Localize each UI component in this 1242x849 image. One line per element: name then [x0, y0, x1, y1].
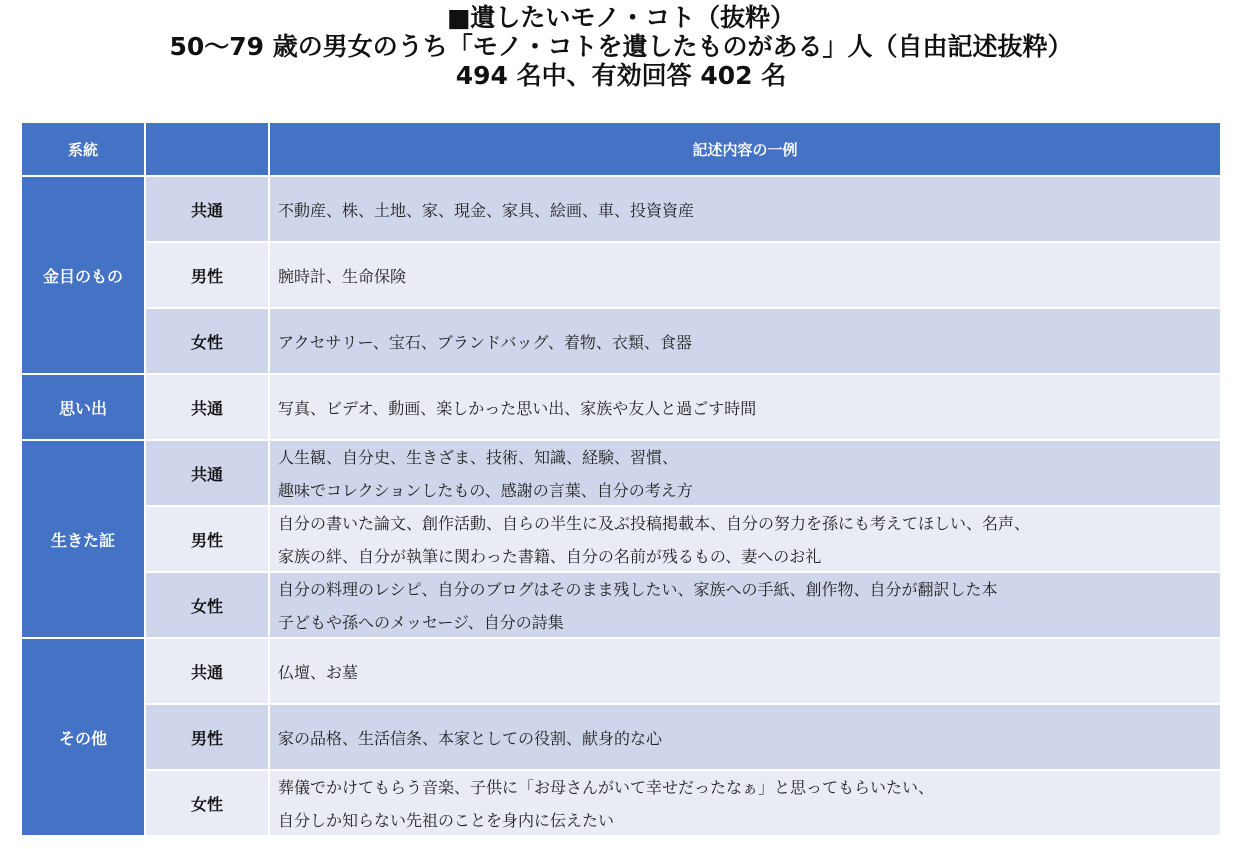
subgroup-cell: 男性 [145, 242, 269, 308]
table-body [21, 176, 1221, 836]
header-content: 記述内容の一例 [269, 122, 1221, 176]
content-line: 子どもや孫へのメッセージ、自分の詩集 [278, 613, 564, 632]
header-subgroup [145, 122, 269, 176]
content-line: 不動産、株、土地、家、現金、家具、絵画、車、投資資産 [278, 200, 695, 220]
table-row [21, 308, 1221, 374]
subgroup-cell: 女性 [145, 770, 269, 836]
subgroup-cell: 共通 [145, 440, 269, 506]
table-header [21, 122, 1221, 176]
content-line: 人生観、自分史、生きざま、技術、知識、経験、習慣、 [278, 448, 679, 467]
table-row [21, 176, 1221, 242]
page-title: ■遺したいモノ・コト（抜粋） [446, 3, 796, 32]
table-row [21, 704, 1221, 770]
header-category: 系統 [21, 122, 145, 176]
subgroup-cell: 共通 [145, 638, 269, 704]
title-block [0, 0, 1242, 118]
content-cell [269, 638, 1221, 704]
content-line: 腕時計、生命保険 [278, 266, 407, 286]
content-line: アクセサリー、宝石、ブランドバッグ、着物、衣類、食器 [278, 332, 692, 352]
subgroup-cell: 共通 [145, 176, 269, 242]
content-line: 自分の書いた論文、創作活動、自らの半生に及ぶ投稿掲載本、自分の努力を孫にも考えてほしい、名声、 [278, 514, 1031, 533]
content-cell [269, 572, 1221, 638]
content-cell [269, 374, 1221, 440]
subgroup-cell: 男性 [145, 704, 269, 770]
table-row [21, 506, 1221, 572]
table-row [21, 572, 1221, 638]
content-cell [269, 440, 1221, 506]
content-line: 家の品格、生活信条、本家としての役割、献身的な心 [278, 728, 663, 748]
content-cell [269, 176, 1221, 242]
content-line: 趣味でコレクションしたもの、感謝の言葉、自分の考え方 [278, 481, 693, 500]
category-cell: その他 [21, 638, 145, 836]
table-row [21, 770, 1221, 836]
legacy-items-table [20, 121, 1222, 837]
category-cell: 思い出 [21, 374, 145, 440]
page-subtitle: 50～79 歳の男女のうち「モノ・コトを遺したものがある」人（自由記述抜粋） [169, 32, 1073, 61]
table-row [21, 440, 1221, 506]
content-line: 写真、ビデオ、動画、楽しかった思い出、家族や友人と過ごす時間 [278, 398, 757, 418]
content-line: 自分の料理のレシピ、自分のブログはそのまま残したい、家族への手紙、創作物、自分が翻訳した本 [278, 580, 998, 599]
content-cell [269, 770, 1221, 836]
category-cell: 金目のもの [21, 176, 145, 374]
respondent-count: 494 名中、有効回答 402 名 [455, 61, 787, 90]
table-row [21, 242, 1221, 308]
subgroup-cell: 共通 [145, 374, 269, 440]
content-cell [269, 506, 1221, 572]
subgroup-cell: 女性 [145, 572, 269, 638]
content-cell [269, 308, 1221, 374]
content-line: 仏壇、お墓 [278, 662, 359, 682]
content-line: 葬儀でかけてもらう音楽、子供に「お母さんがいて幸せだったなぁ」と思ってもらいたい、 [278, 778, 935, 797]
content-cell [269, 242, 1221, 308]
content-line: 自分しか知らない先祖のことを身内に伝えたい [278, 811, 615, 830]
subgroup-cell: 女性 [145, 308, 269, 374]
content-cell [269, 704, 1221, 770]
subgroup-cell: 男性 [145, 506, 269, 572]
table-row [21, 374, 1221, 440]
content-line: 家族の絆、自分が執筆に関わった書籍、自分の名前が残るもの、妻へのお礼 [278, 547, 822, 566]
table-row [21, 638, 1221, 704]
category-cell: 生きた証 [21, 440, 145, 638]
